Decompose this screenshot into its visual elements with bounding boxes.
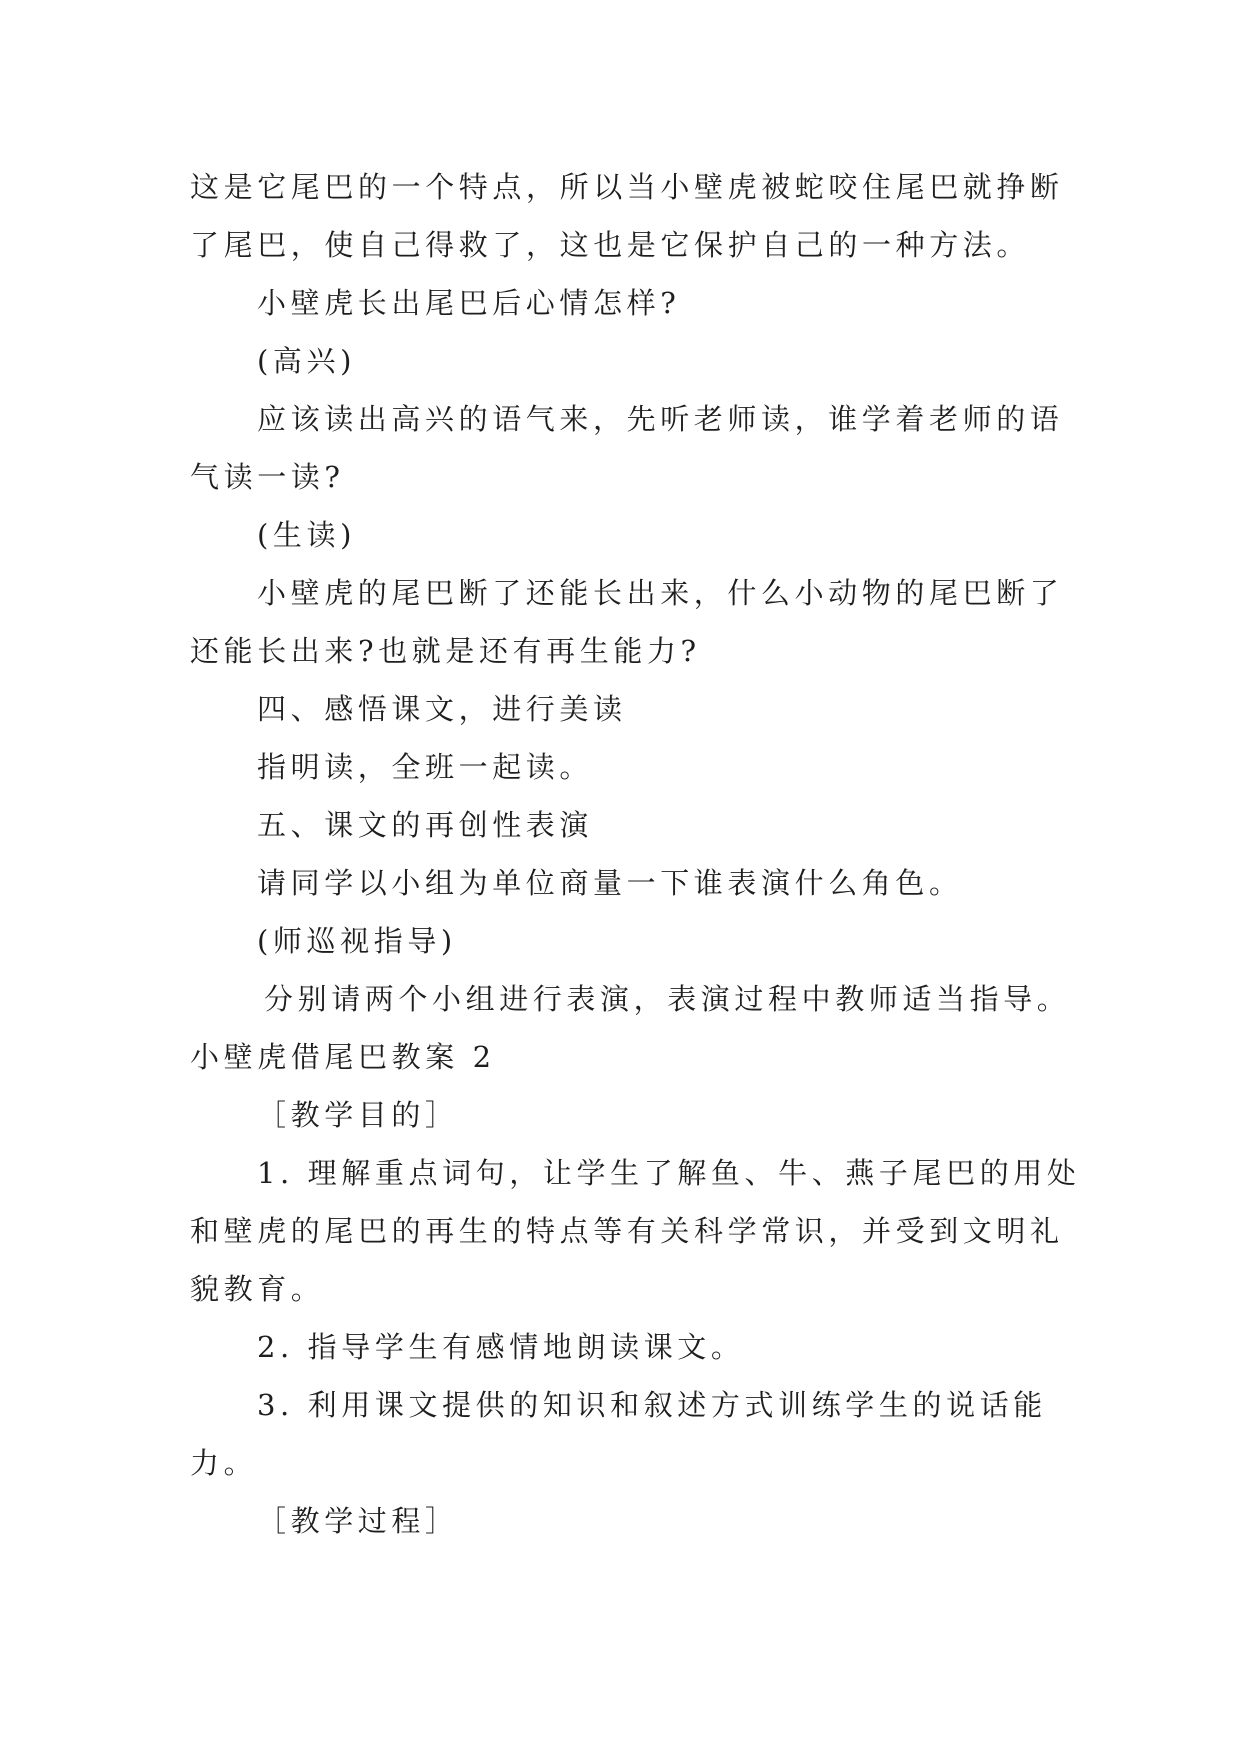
paragraph-line-14: (师巡视指导)	[257, 924, 457, 958]
paragraph-line-2: 了尾巴，使自己得救了，这也是它保护自己的一种方法。	[190, 228, 1031, 262]
paragraph-line-1: 这是它尾巴的一个特点，所以当小壁虎被蛇咬住尾巴就挣断	[190, 170, 1064, 204]
paragraph-line-3: 小壁虎长出尾巴后心情怎样?	[257, 286, 681, 320]
goal-item-3-line-1: 3. 利用课文提供的知识和叙述方式训练学生的说话能	[257, 1388, 1047, 1422]
teaching-process-heading: ［教学过程］	[257, 1504, 459, 1538]
paragraph-line-15: 分别请两个小组进行表演，表演过程中教师适当指导。	[264, 982, 1071, 1016]
teaching-goals-heading: ［教学目的］	[257, 1098, 459, 1132]
paragraph-line-9: 还能长出来?也就是还有再生能力?	[190, 634, 701, 668]
paragraph-line-11: 指明读，全班一起读。	[257, 750, 594, 784]
paragraph-line-5: 应该读出高兴的语气来，先听老师读，谁学着老师的语	[257, 402, 1064, 436]
goal-item-1-line-2: 和壁虎的尾巴的再生的特点等有关科学常识，并受到文明礼	[190, 1214, 1064, 1248]
paragraph-line-6: 气读一读?	[190, 460, 345, 494]
paragraph-line-7: (生读)	[257, 518, 357, 552]
section-heading-5: 五、课文的再创性表演	[257, 808, 594, 842]
goal-item-1-line-3: 貌教育。	[190, 1272, 325, 1306]
paragraph-line-4: (高兴)	[257, 344, 357, 378]
goal-item-1-line-1: 1. 理解重点词句，让学生了解鱼、牛、燕子尾巴的用处	[257, 1156, 1081, 1190]
goal-item-3-line-2: 力。	[190, 1446, 258, 1480]
lesson-plan-title: 小壁虎借尾巴教案 2	[190, 1040, 496, 1074]
paragraph-line-13: 请同学以小组为单位商量一下谁表演什么角色。	[257, 866, 963, 900]
paragraph-line-8: 小壁虎的尾巴断了还能长出来，什么小动物的尾巴断了	[257, 576, 1064, 610]
section-heading-4: 四、感悟课文，进行美读	[257, 692, 627, 726]
goal-item-2: 2. 指导学生有感情地朗读课文。	[257, 1330, 745, 1364]
